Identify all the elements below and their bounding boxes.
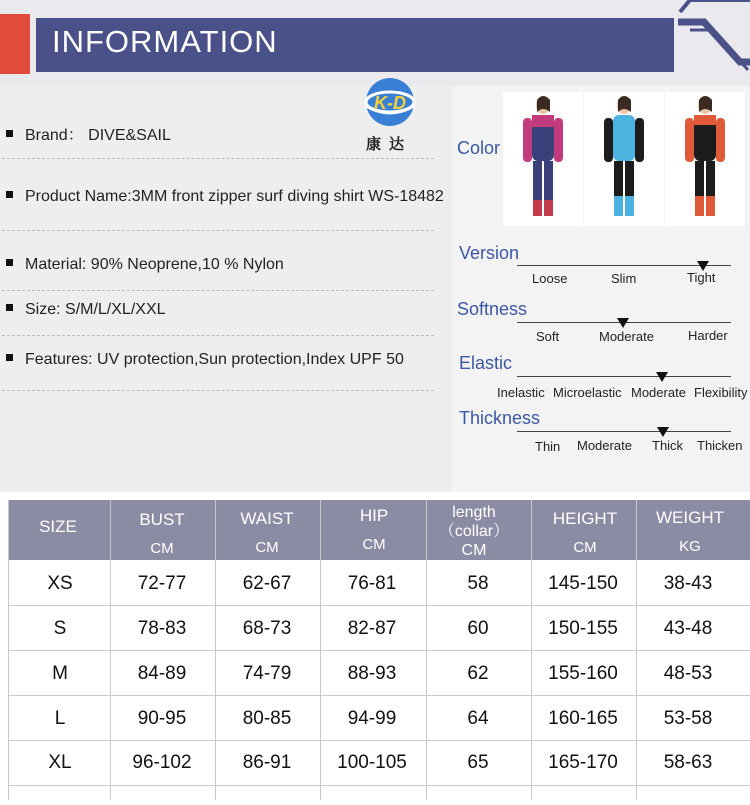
table-cell: M xyxy=(52,663,68,684)
thickness-option-thin: Thin xyxy=(535,439,561,454)
version-option-slim: Slim xyxy=(611,271,637,286)
header-bust xyxy=(110,510,214,557)
features-text: Features: UV protection,Sun protection,Index UPF 50 xyxy=(25,351,404,368)
divider xyxy=(2,335,434,336)
elastic-marker-icon xyxy=(656,372,668,382)
bullet-icon xyxy=(6,304,13,311)
brand-chinese-name: 康达 xyxy=(366,136,413,153)
header-accent-block xyxy=(0,14,30,74)
table-cell: 76-81 xyxy=(347,573,397,594)
softness-option-soft: Soft xyxy=(536,329,560,344)
header-height xyxy=(533,509,637,556)
elastic-title: Elastic xyxy=(459,353,513,373)
table-cell: S xyxy=(53,618,67,639)
bullet-icon xyxy=(6,191,13,198)
table-cell: 82-87 xyxy=(347,618,397,639)
bullet-icon xyxy=(6,259,13,266)
grid-line xyxy=(8,740,750,741)
divider xyxy=(2,390,434,391)
table-cell: 68-73 xyxy=(242,618,292,639)
table-cell: 62 xyxy=(467,663,489,684)
grid-line xyxy=(8,695,750,696)
table-cell: 96-102 xyxy=(132,752,192,773)
table-cell: 145-150 xyxy=(548,573,618,594)
grid-line xyxy=(8,785,750,786)
thickness-option-moderate: Moderate xyxy=(577,438,632,453)
table-cell: 86-91 xyxy=(242,752,292,773)
table-cell: L xyxy=(54,708,66,729)
table-cell: 155-160 xyxy=(548,663,618,684)
table-cell: 43-48 xyxy=(663,618,713,639)
table-cell: 60 xyxy=(467,618,489,639)
header-length-unit: CM xyxy=(461,542,487,559)
divider xyxy=(2,290,434,291)
grid-line xyxy=(8,650,750,651)
header-weight xyxy=(638,508,742,555)
bullet-icon xyxy=(6,130,13,137)
svg-text:K-D: K-D xyxy=(374,93,406,113)
header-waist xyxy=(215,509,319,556)
version-title: Version xyxy=(459,243,520,263)
header-waist-unit: CM xyxy=(255,539,279,556)
header-hip-unit: CM xyxy=(362,536,386,553)
grid-line xyxy=(8,605,750,606)
elastic-option-microelastic: Microelastic xyxy=(553,385,622,400)
table-cell: 58 xyxy=(467,573,489,594)
table-cell: 165-170 xyxy=(548,752,618,773)
material-text: Material: 90% Neoprene,10 % Nylon xyxy=(25,256,284,273)
table-cell: 78-83 xyxy=(137,618,187,639)
header-hip xyxy=(322,506,426,553)
elastic-option-moderate: Moderate xyxy=(631,385,686,400)
header-height-label: HEIGHT xyxy=(552,509,618,528)
thickness-option-thick: Thick xyxy=(652,438,684,453)
header-bust-label: BUST xyxy=(139,510,185,529)
info-features xyxy=(6,351,404,369)
table-cell: 62-67 xyxy=(242,573,292,594)
header-length-label: length （collar） xyxy=(438,504,510,540)
table-cell: 84-89 xyxy=(137,663,187,684)
brand-text: Brand： DIVE&SAIL xyxy=(25,127,171,144)
table-cell: 64 xyxy=(467,708,489,729)
table-cell: 53-58 xyxy=(663,708,713,729)
info-brand xyxy=(6,122,171,145)
divider xyxy=(2,158,434,159)
header-size-label: SIZE xyxy=(39,517,77,536)
header-decoration-icon xyxy=(660,0,750,86)
info-size xyxy=(6,301,166,319)
header-weight-label: WEIGHT xyxy=(656,508,724,527)
table-cell: 48-53 xyxy=(663,663,713,684)
softness-marker-icon xyxy=(617,318,629,328)
softness-option-moderate: Moderate xyxy=(599,329,654,344)
softness-title: Softness xyxy=(457,299,528,319)
product-name-text: Product Name:3MM front zipper surf diving shirt WS-18482 xyxy=(25,188,444,205)
header-hip-label: HIP xyxy=(359,506,389,525)
header-waist-label: WAIST xyxy=(240,509,294,528)
softness-option-harder: Harder xyxy=(688,328,728,343)
table-cell: 72-77 xyxy=(137,573,187,594)
thickness-marker-icon xyxy=(657,427,669,437)
header-bust-unit: CM xyxy=(150,540,174,557)
header-length xyxy=(424,503,524,560)
thickness-option-thicken: Thicken xyxy=(697,438,743,453)
table-cell: 100-105 xyxy=(337,752,407,773)
info-material xyxy=(6,256,284,274)
divider xyxy=(2,230,434,231)
thickness-title: Thickness xyxy=(459,408,541,428)
model-photo-navy-pink xyxy=(503,92,583,226)
table-cell: XS xyxy=(47,573,73,594)
table-cell: 150-155 xyxy=(548,618,618,639)
model-photo-sky-blue-black xyxy=(584,92,664,226)
elastic-option-inelastic: Inelastic xyxy=(497,385,545,400)
page-title: INFORMATION xyxy=(52,24,278,59)
table-cell: 160-165 xyxy=(548,708,618,729)
size-text: Size: S/M/L/XL/XXL xyxy=(25,301,166,318)
table-cell: 58-63 xyxy=(663,752,713,773)
table-cell: 94-99 xyxy=(347,708,397,729)
header-height-unit: CM xyxy=(573,539,597,556)
elastic-scale xyxy=(517,376,731,377)
header-weight-unit: KG xyxy=(679,538,701,555)
table-cell: 38-43 xyxy=(663,573,713,594)
info-product-name xyxy=(6,188,444,206)
table-cell: 80-85 xyxy=(242,708,292,729)
table-cell: XL xyxy=(48,752,72,773)
thickness-scale xyxy=(517,431,731,432)
model-photo-black-orange xyxy=(665,92,745,226)
version-option-loose: Loose xyxy=(532,271,568,286)
table-cell: 65 xyxy=(467,752,489,773)
table-cell: 74-79 xyxy=(242,663,292,684)
table-cell: 88-93 xyxy=(347,663,397,684)
version-option-tight: Tight xyxy=(687,270,716,285)
color-label: Color xyxy=(457,138,501,158)
elastic-option-flexibility: Flexibility xyxy=(694,385,748,400)
header-size xyxy=(8,517,108,537)
bullet-icon xyxy=(6,354,13,361)
table-cell: 90-95 xyxy=(137,708,187,729)
